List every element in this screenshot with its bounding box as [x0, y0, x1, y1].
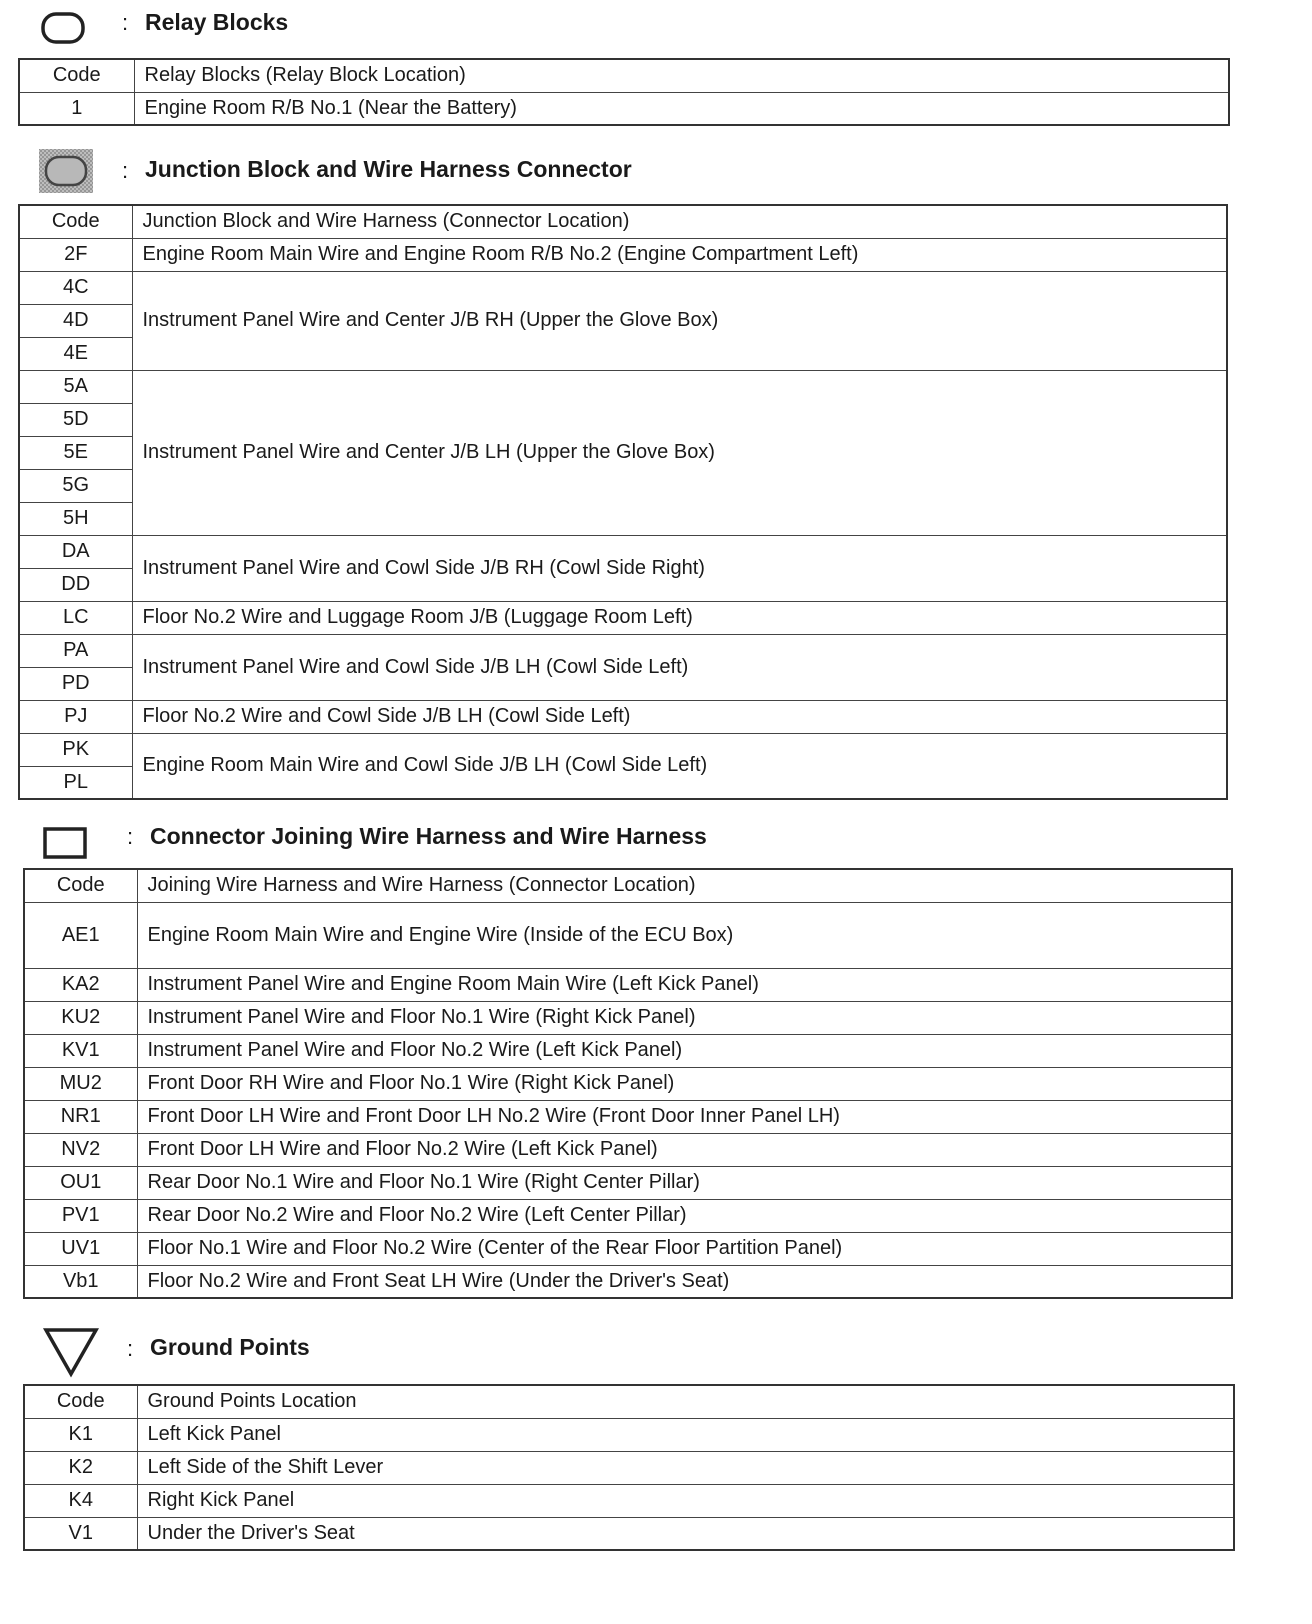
table-row: [19, 92, 1229, 125]
row-code: NR1: [24, 1100, 137, 1133]
table-row: [19, 238, 1227, 271]
row-code: KA2: [24, 968, 137, 1001]
row-desc: Engine Room Main Wire and Engine Wire (Inside of the ECU Box): [137, 902, 1232, 968]
row-code: 1: [19, 92, 134, 125]
row-desc: Instrument Panel Wire and Center J/B LH (Upper the Glove Box): [132, 370, 1227, 535]
table-row: [24, 1232, 1232, 1265]
row-desc: Right Kick Panel: [137, 1484, 1234, 1517]
table-header-row: [19, 59, 1229, 92]
section-title: Ground Points: [150, 1334, 310, 1360]
section-colon: :: [122, 158, 129, 183]
table-row: [19, 370, 1227, 403]
row-code: 5A: [19, 370, 132, 403]
row-desc: Instrument Panel Wire and Center J/B RH (Upper the Glove Box): [132, 271, 1227, 370]
row-code: 5D: [19, 403, 132, 436]
row-code: K4: [24, 1484, 137, 1517]
row-code: DA: [19, 535, 132, 568]
section-title: Relay Blocks: [145, 9, 289, 35]
row-code: 4C: [19, 271, 132, 304]
table-row: [24, 968, 1232, 1001]
row-desc: Instrument Panel Wire and Engine Room Main Wire (Left Kick Panel): [137, 968, 1232, 1001]
table-row: [19, 700, 1227, 733]
table-row: [24, 1034, 1232, 1067]
row-desc: Rear Door No.2 Wire and Floor No.2 Wire (Left Center Pillar): [137, 1199, 1232, 1232]
row-code: NV2: [24, 1133, 137, 1166]
section-title: Connector Joining Wire Harness and Wire Harness: [150, 823, 707, 849]
row-desc: Floor No.1 Wire and Floor No.2 Wire (Center of the Rear Floor Partition Panel): [137, 1232, 1232, 1265]
header-desc: Junction Block and Wire Harness (Connector Location): [132, 205, 1227, 238]
row-code: AE1: [24, 902, 137, 968]
row-code: 4E: [19, 337, 132, 370]
table-row: [24, 1265, 1232, 1298]
header-desc: Relay Blocks (Relay Block Location): [134, 59, 1229, 92]
row-desc: Under the Driver's Seat: [137, 1517, 1234, 1550]
triangle-down-icon: [42, 1326, 100, 1378]
table-header-row: [24, 869, 1232, 902]
section-header-relay-blocks: [0, 4, 1312, 48]
section-title: Junction Block and Wire Harness Connector: [145, 156, 632, 182]
table-row: [19, 733, 1227, 766]
table-row: [24, 1166, 1232, 1199]
row-code: K2: [24, 1451, 137, 1484]
table-row: [19, 634, 1227, 667]
row-desc: Instrument Panel Wire and Cowl Side J/B LH (Cowl Side Left): [132, 634, 1227, 700]
header-desc: Joining Wire Harness and Wire Harness (Connector Location): [137, 869, 1232, 902]
table-row: [24, 902, 1232, 968]
row-code: Vb1: [24, 1265, 137, 1298]
table-header-row: [24, 1385, 1234, 1418]
row-code: UV1: [24, 1232, 137, 1265]
row-desc: Left Side of the Shift Lever: [137, 1451, 1234, 1484]
connector-joining-table: [23, 868, 1233, 1299]
header-code: Code: [24, 1385, 137, 1418]
header-code: Code: [24, 869, 137, 902]
table-row: [24, 1100, 1232, 1133]
row-desc: Engine Room Main Wire and Cowl Side J/B LH (Cowl Side Left): [132, 733, 1227, 799]
section-colon: :: [127, 1336, 134, 1361]
row-code: LC: [19, 601, 132, 634]
header-code: Code: [19, 59, 134, 92]
row-desc: Front Door LH Wire and Front Door LH No.2 Wire (Front Door Inner Panel LH): [137, 1100, 1232, 1133]
row-code: K1: [24, 1418, 137, 1451]
row-code: MU2: [24, 1067, 137, 1100]
row-code: PL: [19, 766, 132, 799]
rounded-rect-outline-icon: [40, 10, 86, 46]
row-code: PA: [19, 634, 132, 667]
ground-table-body: [24, 1385, 1234, 1550]
section-header-ground-points: [0, 1326, 1312, 1370]
row-code: 5E: [19, 436, 132, 469]
row-desc: Front Door RH Wire and Floor No.1 Wire (Right Kick Panel): [137, 1067, 1232, 1100]
table-row: [24, 1451, 1234, 1484]
row-code: DD: [19, 568, 132, 601]
row-desc: Left Kick Panel: [137, 1418, 1234, 1451]
row-code: 5G: [19, 469, 132, 502]
row-desc: Floor No.2 Wire and Luggage Room J/B (Luggage Room Left): [132, 601, 1227, 634]
table-row: [19, 601, 1227, 634]
junction-table-body: [19, 205, 1227, 799]
header-desc: Ground Points Location: [137, 1385, 1234, 1418]
table-row: [19, 271, 1227, 304]
row-code: 2F: [19, 238, 132, 271]
table-row: [19, 535, 1227, 568]
rounded-rect-shaded-icon: [38, 148, 94, 194]
row-desc: Engine Room Main Wire and Engine Room R/B No.2 (Engine Compartment Left): [132, 238, 1227, 271]
table-row: [24, 1418, 1234, 1451]
section-colon: :: [127, 824, 134, 849]
section-header-connector-joining: [0, 818, 1312, 862]
table-row: [24, 1199, 1232, 1232]
relay-blocks-table: [18, 58, 1230, 126]
row-code: 4D: [19, 304, 132, 337]
junction-block-table: [18, 204, 1228, 800]
ground-points-table: [23, 1384, 1235, 1551]
row-desc: Instrument Panel Wire and Floor No.2 Wire (Left Kick Panel): [137, 1034, 1232, 1067]
table-row: [24, 1517, 1234, 1550]
row-code: V1: [24, 1517, 137, 1550]
connector-table-body: [24, 869, 1232, 1298]
row-code: PD: [19, 667, 132, 700]
section-header-junction-block: [0, 148, 1312, 192]
table-row: [24, 1067, 1232, 1100]
row-code: KV1: [24, 1034, 137, 1067]
row-desc: Engine Room R/B No.1 (Near the Battery): [134, 92, 1229, 125]
table-header-row: [19, 205, 1227, 238]
row-code: PV1: [24, 1199, 137, 1232]
row-code: PK: [19, 733, 132, 766]
row-desc: Rear Door No.1 Wire and Floor No.1 Wire (Right Center Pillar): [137, 1166, 1232, 1199]
row-desc: Front Door LH Wire and Floor No.2 Wire (Left Kick Panel): [137, 1133, 1232, 1166]
row-desc: Instrument Panel Wire and Cowl Side J/B RH (Cowl Side Right): [132, 535, 1227, 601]
section-colon: :: [122, 10, 129, 35]
row-code: PJ: [19, 700, 132, 733]
row-code: KU2: [24, 1001, 137, 1034]
row-desc: Instrument Panel Wire and Floor No.1 Wire (Right Kick Panel): [137, 1001, 1232, 1034]
table-row: [24, 1133, 1232, 1166]
row-desc: Floor No.2 Wire and Front Seat LH Wire (Under the Driver's Seat): [137, 1265, 1232, 1298]
row-code: 5H: [19, 502, 132, 535]
square-outline-icon: [42, 824, 90, 860]
row-code: OU1: [24, 1166, 137, 1199]
row-desc: Floor No.2 Wire and Cowl Side J/B LH (Cowl Side Left): [132, 700, 1227, 733]
table-row: [24, 1484, 1234, 1517]
table-row: [24, 1001, 1232, 1034]
header-code: Code: [19, 205, 132, 238]
